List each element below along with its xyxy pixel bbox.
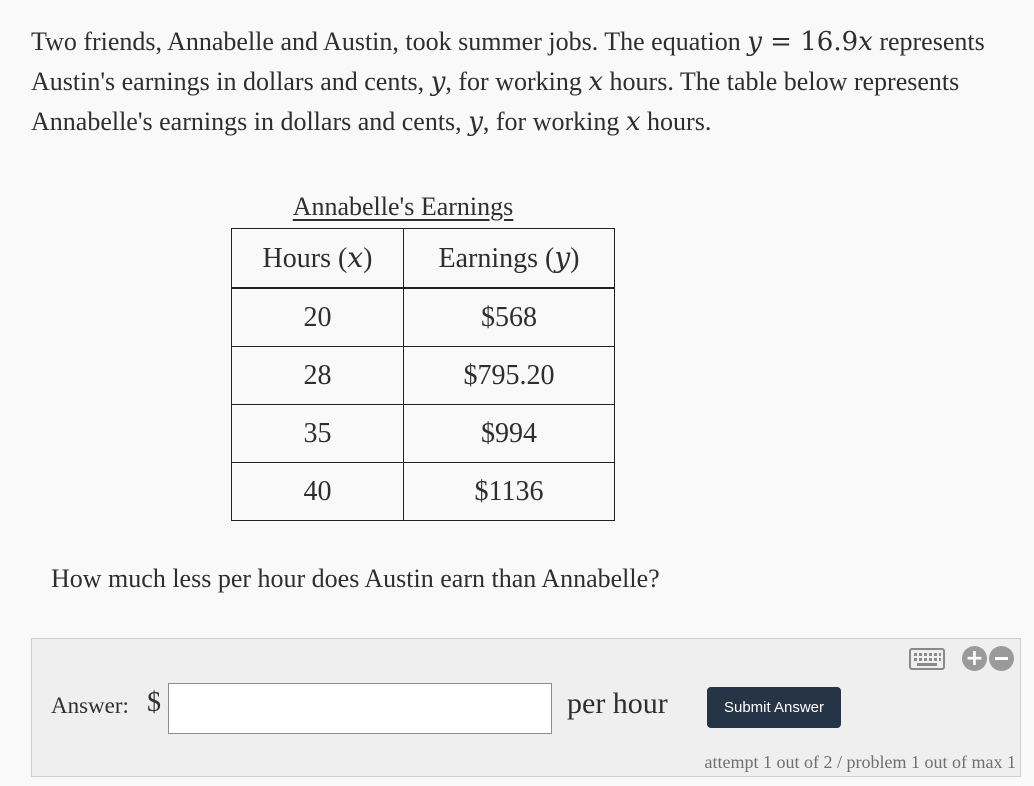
math-equals: = (761, 27, 801, 57)
cell-earnings: $1136 (404, 463, 615, 521)
problem-statement (31, 22, 1011, 142)
problem-text-part: , for working (445, 67, 589, 96)
table-row (232, 347, 615, 405)
cell-earnings: $994 (404, 405, 615, 463)
unit-label: per hour (567, 687, 668, 720)
table-header-row (232, 229, 615, 289)
minus-icon[interactable] (989, 646, 1014, 671)
keyboard-icon[interactable] (909, 647, 945, 671)
math-coefficient: 16.9 (800, 27, 859, 57)
question-text: How much less per hour does Austin earn than Annabelle? (51, 564, 660, 593)
math-var-y: y (747, 27, 762, 57)
earnings-table (231, 228, 615, 521)
attempt-status: attempt 1 out of 2 / problem 1 out of max 1 (704, 752, 1016, 772)
problem-text-part: represents Austin's earnings in dollars and cents, (31, 27, 985, 96)
answer-label: Answer: (51, 693, 129, 718)
math-var-y: y (430, 67, 446, 97)
column-header-hours: Hours (x) (232, 229, 404, 289)
math-var-x: x (625, 107, 641, 137)
currency-symbol: $ (147, 687, 161, 718)
answer-panel (31, 638, 1021, 777)
cell-hours: 20 (232, 288, 404, 347)
math-var-x: x (858, 27, 873, 57)
math-var-x: x (588, 67, 604, 97)
table-row (232, 288, 615, 347)
math-var-y: y (468, 107, 483, 137)
cell-hours: 40 (232, 463, 404, 521)
table-caption: Annabelle's Earnings (292, 192, 514, 221)
cell-hours: 35 (232, 405, 404, 463)
table-row (232, 405, 615, 463)
cell-earnings: $795.20 (404, 347, 615, 405)
cell-earnings: $568 (404, 288, 615, 347)
problem-text-part: , for working (482, 107, 626, 136)
submit-answer-button[interactable]: Submit Answer (707, 687, 841, 728)
plus-icon[interactable]: + (962, 646, 987, 671)
table-row (232, 463, 615, 521)
problem-text-part: hours. (640, 107, 712, 136)
cell-hours: 28 (232, 347, 404, 405)
answer-input[interactable] (168, 683, 552, 734)
column-header-earnings: Earnings (y) (404, 229, 615, 289)
problem-text-part: hours. The table below represents Annabelle's earnings in dollars and cents, (31, 67, 960, 136)
problem-text-part: Two friends, Annabelle and Austin, took summer jobs. The equation (31, 27, 748, 56)
